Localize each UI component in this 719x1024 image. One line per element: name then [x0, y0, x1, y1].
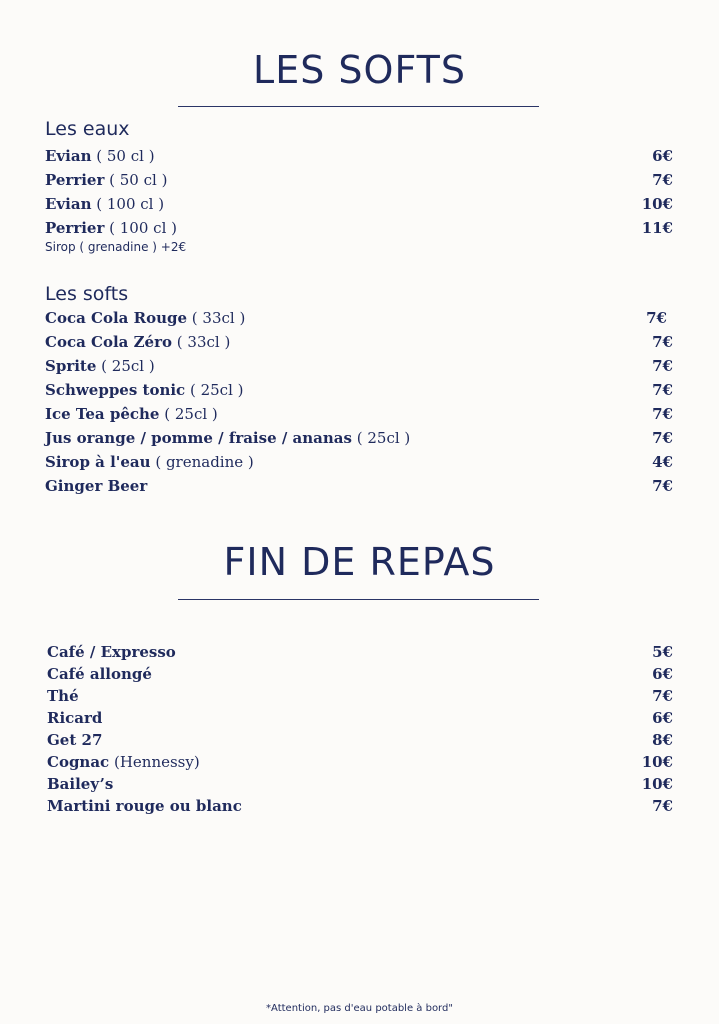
- item-detail: ( 100 cl ): [91, 195, 165, 213]
- menu-list-eaux: [45, 146, 673, 242]
- item-price: 7€: [652, 429, 673, 447]
- page-title-fin-de-repas: FIN DE REPAS: [223, 540, 496, 584]
- menu-item: [47, 752, 673, 774]
- item-price: 7€: [652, 797, 673, 815]
- menu-list-softs: [45, 308, 673, 500]
- item-name: Coca Cola Zéro: [45, 333, 173, 351]
- item-detail: ( 33cl ): [187, 309, 246, 327]
- footer-warning: *Attention, pas d'eau potable à bord": [266, 1003, 453, 1014]
- title-divider: [178, 599, 539, 600]
- item-price: 10€: [641, 775, 673, 793]
- item-price: 7€: [646, 309, 667, 327]
- item-name: Coca Cola Rouge: [45, 309, 188, 327]
- item-name: Get 27: [47, 731, 103, 749]
- item-name: Sirop à l'eau: [45, 453, 151, 471]
- item-price: 7€: [652, 171, 673, 189]
- item-price: 7€: [652, 333, 673, 351]
- item-detail: ( 25cl ): [351, 429, 411, 447]
- menu-item: [45, 308, 673, 332]
- item-price: 6€: [652, 709, 673, 727]
- item-name: Evian: [45, 195, 92, 213]
- item-name: Jus orange / pomme / fraise / ananas: [45, 429, 352, 447]
- item-price: 7€: [652, 687, 673, 705]
- syrup-note: Sirop ( grenadine ) +2€: [45, 240, 187, 254]
- menu-item: [47, 730, 673, 752]
- menu-item: [47, 664, 673, 686]
- item-name: Schweppes tonic: [45, 381, 186, 399]
- menu-item: [45, 452, 673, 476]
- item-name: Sprite: [45, 357, 97, 375]
- title-divider: [178, 106, 539, 107]
- menu-item: [45, 356, 673, 380]
- item-price: 11€: [641, 219, 673, 237]
- item-price: 5€: [652, 643, 673, 661]
- item-detail: ( 50 cl ): [91, 147, 155, 165]
- item-name: Ice Tea pêche: [45, 405, 160, 423]
- item-detail: ( 25cl ): [96, 357, 155, 375]
- item-detail: ( 33cl ): [172, 333, 231, 351]
- item-detail: ( 25cl ): [159, 405, 218, 423]
- item-price: 6€: [652, 665, 673, 683]
- item-price: 10€: [641, 753, 673, 771]
- subheading-softs: Les softs: [45, 283, 129, 305]
- item-name: Café / Expresso: [47, 643, 176, 661]
- menu-item: [45, 380, 673, 404]
- menu-item: [45, 146, 673, 170]
- item-name: Cognac: [47, 753, 110, 771]
- menu-item: [47, 774, 673, 796]
- item-name: Bailey’s: [47, 775, 114, 793]
- menu-item: [47, 642, 673, 664]
- item-price: 4€: [652, 453, 673, 471]
- item-name: Perrier: [45, 219, 105, 237]
- menu-item: [45, 476, 673, 500]
- item-name: Evian: [45, 147, 92, 165]
- menu-item: [45, 194, 673, 218]
- menu-item: [45, 404, 673, 428]
- item-detail: ( 25cl ): [185, 381, 244, 399]
- item-name: Martini rouge ou blanc: [47, 797, 242, 815]
- item-price: 7€: [652, 477, 673, 495]
- item-detail: ( 50 cl ): [104, 171, 168, 189]
- item-price: 7€: [652, 381, 673, 399]
- menu-item: [45, 428, 673, 452]
- subheading-eaux: Les eaux: [45, 118, 130, 140]
- item-name: Ricard: [47, 709, 103, 727]
- item-name: Thé: [47, 687, 79, 705]
- menu-list-fin-de-repas: [47, 642, 673, 818]
- item-detail: ( grenadine ): [150, 453, 254, 471]
- item-name: Perrier: [45, 171, 105, 189]
- item-price: 8€: [652, 731, 673, 749]
- page-title-softs: LES SOFTS: [253, 48, 466, 92]
- item-price: 6€: [652, 147, 673, 165]
- menu-item: [45, 332, 673, 356]
- menu-item: [47, 708, 673, 730]
- menu-item: [47, 686, 673, 708]
- menu-item: [45, 170, 673, 194]
- item-name: Ginger Beer: [45, 477, 148, 495]
- item-detail: (Hennessy): [109, 753, 200, 771]
- item-price: 10€: [641, 195, 673, 213]
- item-name: Café allongé: [47, 665, 152, 683]
- menu-item: [45, 218, 673, 242]
- item-price: 7€: [652, 405, 673, 423]
- item-price: 7€: [652, 357, 673, 375]
- item-detail: ( 100 cl ): [104, 219, 177, 237]
- menu-item: [47, 796, 673, 818]
